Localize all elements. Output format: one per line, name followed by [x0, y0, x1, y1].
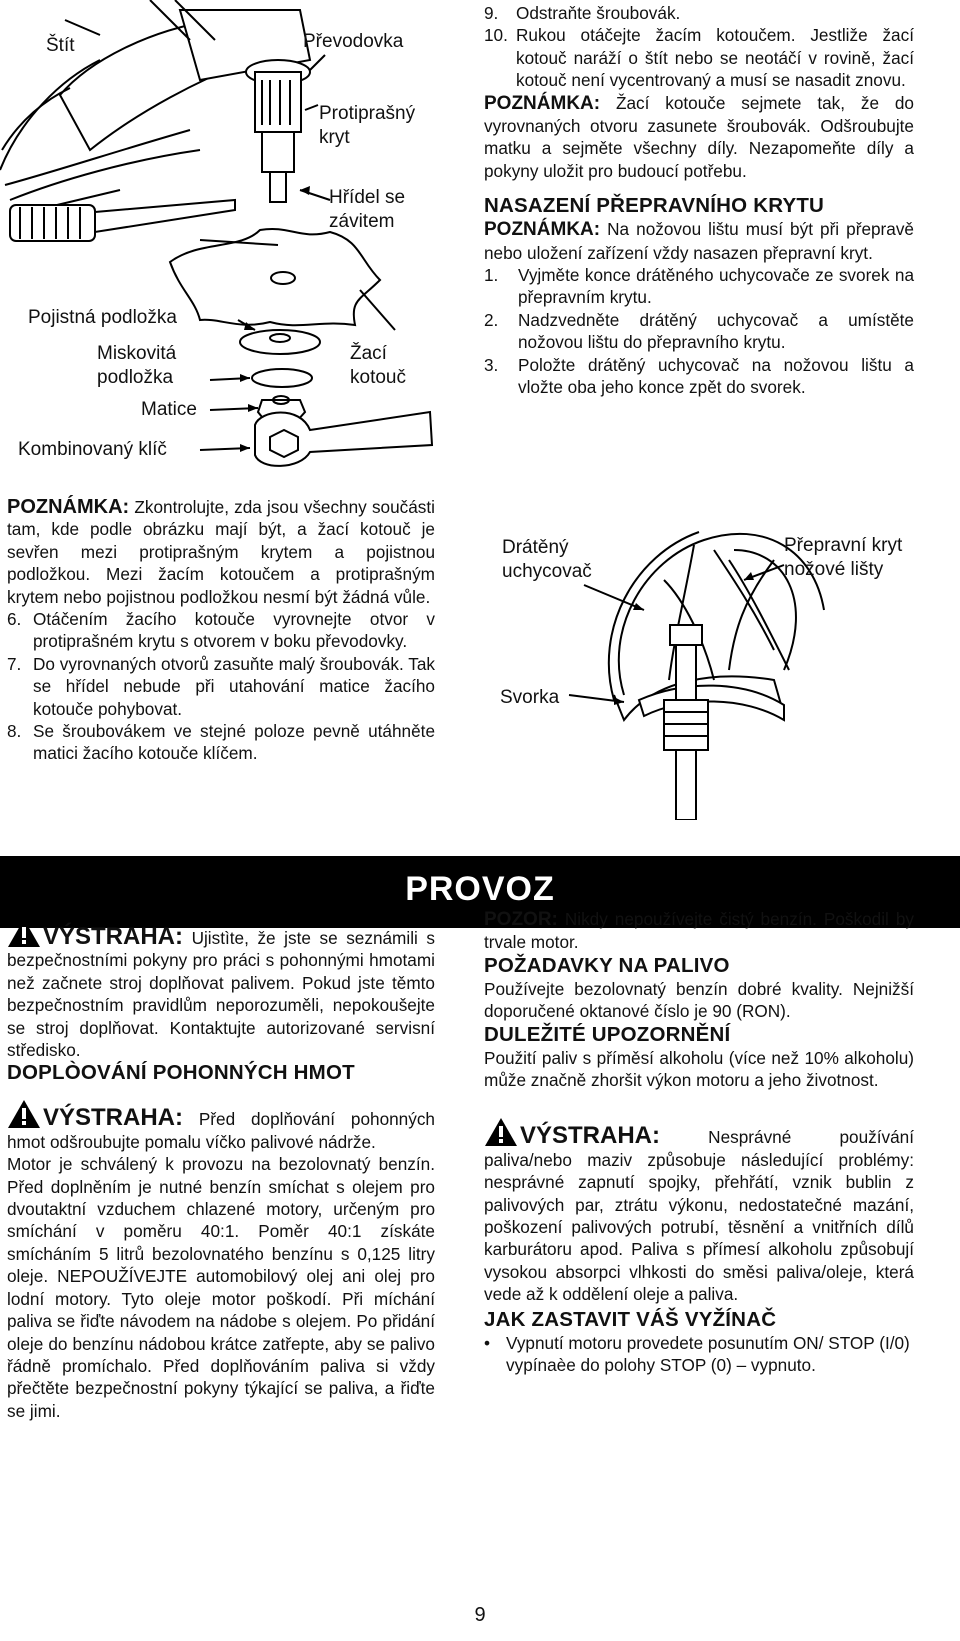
important-notice-paragraph: Použití paliv s příměsí alkoholu (více než 10% alkoholu) může značně zhoršit výkon motoru a jeho životnost.: [484, 1047, 914, 1091]
label-prepravni-kryt-2: nožové lišty: [784, 559, 884, 580]
heading-stop-trimmer: JAK ZASTAVIT VÁŠ VYŽÍNAČ: [484, 1307, 777, 1331]
warning-triangle-icon: [7, 1099, 41, 1129]
caution-pure-petrol: [484, 908, 914, 954]
step-8: [7, 720, 435, 765]
left-bottom-text: [7, 918, 435, 1422]
step-text: Do vyrovnaných otvorů zasuňte malý šroubovák. Tak se hřídel nebude při utahování matice žacího kotouče pohybovat.: [33, 653, 435, 719]
label-prepravni-kryt-1: Přepravní kryt: [784, 535, 903, 556]
step-number: 6.: [7, 609, 22, 630]
fuel-requirements-paragraph: Používejte bezolovnatý benzín dobré kvality. Nejnižší doporučené oktanové číslo je 90 (RON).: [484, 978, 914, 1022]
label-zaci-kotouc-1: Žací: [350, 343, 387, 364]
step-9: [484, 2, 914, 24]
note-check-parts: [7, 496, 435, 608]
warning-refueling: [7, 1099, 435, 1153]
step-3: [484, 354, 914, 399]
label-matice: Matice: [141, 399, 197, 420]
label-protiprasny-1: Protiprašný: [319, 103, 416, 124]
warning-label: VÝSTRAHA:: [43, 923, 184, 950]
warning-text: Ujistìte, že jste se seznámili s bezpečnostními pokyny pro práci s pohonnými hmotami než začnete stroj doplňovat palivem. Pokud jste těmto bezpečnostním pravidlům neporozuměli, nepokoušejte se stroj doplňovat. Kontaktujte autorizované servisní středisko.: [7, 928, 435, 1061]
note-label: POZNÁMKA:: [484, 92, 601, 114]
label-protiprasny-2: kryt: [319, 127, 350, 148]
label-stit: Štít: [46, 35, 75, 56]
step-7: [7, 653, 435, 720]
page-number: 9: [474, 1604, 486, 1626]
label-kombinovany-klic: Kombinovaný klíč: [18, 439, 167, 460]
step-number: 7.: [7, 653, 22, 674]
note-text: Žací kotouče sejmete tak, že do vyrovnaných otvoru zasunete šroubovák. Odšroubujte matku a sejměte všechny díly. Nezapomeňte díly a pokyny uložit pro budoucí potřebu.: [484, 92, 914, 181]
right-top-text: [484, 2, 914, 399]
label-hridel-2: závitem: [329, 211, 395, 232]
note-label: POZNÁMKA:: [7, 496, 130, 518]
heading-refueling: DOPLÒOVÁNÍ POHONNÝCH HMOT: [7, 1061, 355, 1085]
step-text: Se šroubovákem ve stejné poloze pevně utáhněte matici žacího kotouče klíčem.: [33, 721, 435, 764]
step-text: Rukou otáčejte žacím kotoučem. Jestliže žací kotouč naráží o štít nebo se neotáčí v rovině, žací kotouč není vycentrovaný a musí se nasadit znovu.: [516, 25, 914, 91]
note-transport-cover: [484, 218, 914, 264]
step-6: [7, 608, 435, 653]
step-10: [484, 24, 914, 91]
bullet-item: [484, 1332, 914, 1377]
step-number: 3.: [484, 354, 499, 375]
label-svorka: Svorka: [500, 687, 560, 708]
step-text: Vyjměte konce drátěného uchycovače ze svorek na přepravním krytu.: [518, 265, 914, 308]
warning-label: VÝSTRAHA:: [520, 1122, 661, 1150]
warning-text: Před doplňování pohonných hmot odšroubujte pomalu víčko palivové nádrže.: [7, 1109, 435, 1152]
step-text: Nadzvedněte drátěný uchycovač a umístěte nožovou lištu do přepravního krytu.: [518, 309, 914, 353]
label-miskovita-1: Miskovitá: [97, 343, 177, 364]
figure-exploded-view: [0, 0, 440, 470]
note-text: Zkontrolujte, zda jsou všechny součásti tam, kde podle obrázku mají být, a žací kotouč je sevřen mezi protiprašným krytem a pojistnou podložkou. Mezi žacím kotoučem a protiprašným krytem nebo pojistnou podložkou nesmí být žádná vůle.: [7, 497, 435, 607]
step-text: Otáčením žacího kotouče vyrovnejte otvor v protiprašném krytu s otvorem v boku převodovky.: [33, 609, 435, 652]
right-bottom-text: [484, 908, 914, 1377]
step-1: [484, 264, 914, 309]
left-top-text: [7, 496, 435, 765]
note-text: Na nožovou lištu musí být při přepravě nebo uložení zařízení vždy nasazen přepravní kryt.: [484, 219, 914, 263]
label-hridel-1: Hřídel se: [329, 187, 406, 208]
section-title: PROVOZ: [405, 870, 555, 908]
bullet-dot: •: [484, 1332, 491, 1353]
warning-fuel-safety: [7, 918, 435, 1061]
step-number: 2.: [484, 309, 499, 330]
label-miskovita-2: podložka: [97, 367, 174, 388]
warning-label: VÝSTRAHA:: [43, 1104, 184, 1132]
bullet-text: Vypnutí motoru provedete posunutím ON/ STOP (I/0) vypínaèe do polohy STOP (0) – vypnuto.: [506, 1332, 910, 1376]
label-drateny-uchycovac-2: uchycovač: [502, 561, 592, 582]
step-text: Položte drátěný uchycovač na nožovou lištu a vložte oba jeho konce zpět do svorek.: [518, 354, 914, 398]
heading-important-notice: DULEŽITÉ UPOZORNĚNÍ: [484, 1022, 731, 1046]
warning-triangle-icon: [484, 1117, 518, 1147]
caution-label: POZOR:: [484, 909, 558, 930]
warning-improper-fuel: [484, 1117, 914, 1305]
warning-triangle-icon: [7, 918, 41, 948]
caution-text: Nikdy nepoužívejte čistý benzín. Poškodil by trvale motor.: [484, 909, 914, 953]
heading-fuel-requirements: POŽADAVKY NA PALIVO: [484, 953, 730, 977]
figure-transport-cover: [484, 520, 924, 820]
step-number: 10.: [484, 25, 508, 46]
exploded-view-drawing: [0, 0, 440, 470]
note-label: POZNÁMKA:: [484, 219, 601, 241]
step-text: Odstraňte šroubovák.: [516, 3, 681, 23]
step-2: [484, 309, 914, 354]
step-number: 9.: [484, 3, 499, 23]
label-pojistna-podlozka: Pojistná podložka: [28, 307, 177, 328]
note-remove-blades: [484, 92, 914, 183]
label-prevodovka: Převodovka: [303, 31, 404, 52]
heading-transport-cover: NASAZENÍ PŘEPRAVNÍHO KRYTU: [484, 194, 825, 218]
step-number: 1.: [484, 265, 499, 286]
fuel-mix-paragraph: Motor je schválený k provozu na bezolovnatý benzín. Před doplněním je nutné benzín smíchat s olejem pro dvoutaktní vzduchem chlazené motory, určeným pro smíchání v poměru 40:1. Poměr 40:1 získáte smícháním 5 litrů bezolovnatého benzínu s 0,125 litry oleje. NEPOUŽÍVEJTE automobilový olej ani olej pro lodní motory. Tyto oleje motor poškodí. Při míchání paliva se řiďte návodem na nádobe s olejem. Po přidání oleje do benzínu nádobou krátce zatřepte, aby se palivo řádně promíchalo. Před doplňováním paliva si vždy přečtěte bezpečnostní pokyny týkající se paliva, a řiďte se jimi.: [7, 1154, 435, 1421]
step-number: 8.: [7, 721, 22, 742]
label-zaci-kotouc-2: kotouč: [350, 367, 406, 388]
warning-text: Nesprávné používání paliva/nebo maziv způsobuje následující problémy: nesprávné zapnutí spojky, přehřátí, vznik bublin z palivových par, ztrátu výkonu, nedostatečné mazání, poškození palivových potrubí, těsnění a vnitřních dílů karburátoru apod. Paliva s přímesí alkoholu způsobují vysokou absorpci vlhkosti do směsi paliva/oleje, která vede až k oddělení oleje a paliva.: [484, 1127, 914, 1305]
label-drateny-uchycovac-1: Drátěný: [502, 537, 569, 558]
